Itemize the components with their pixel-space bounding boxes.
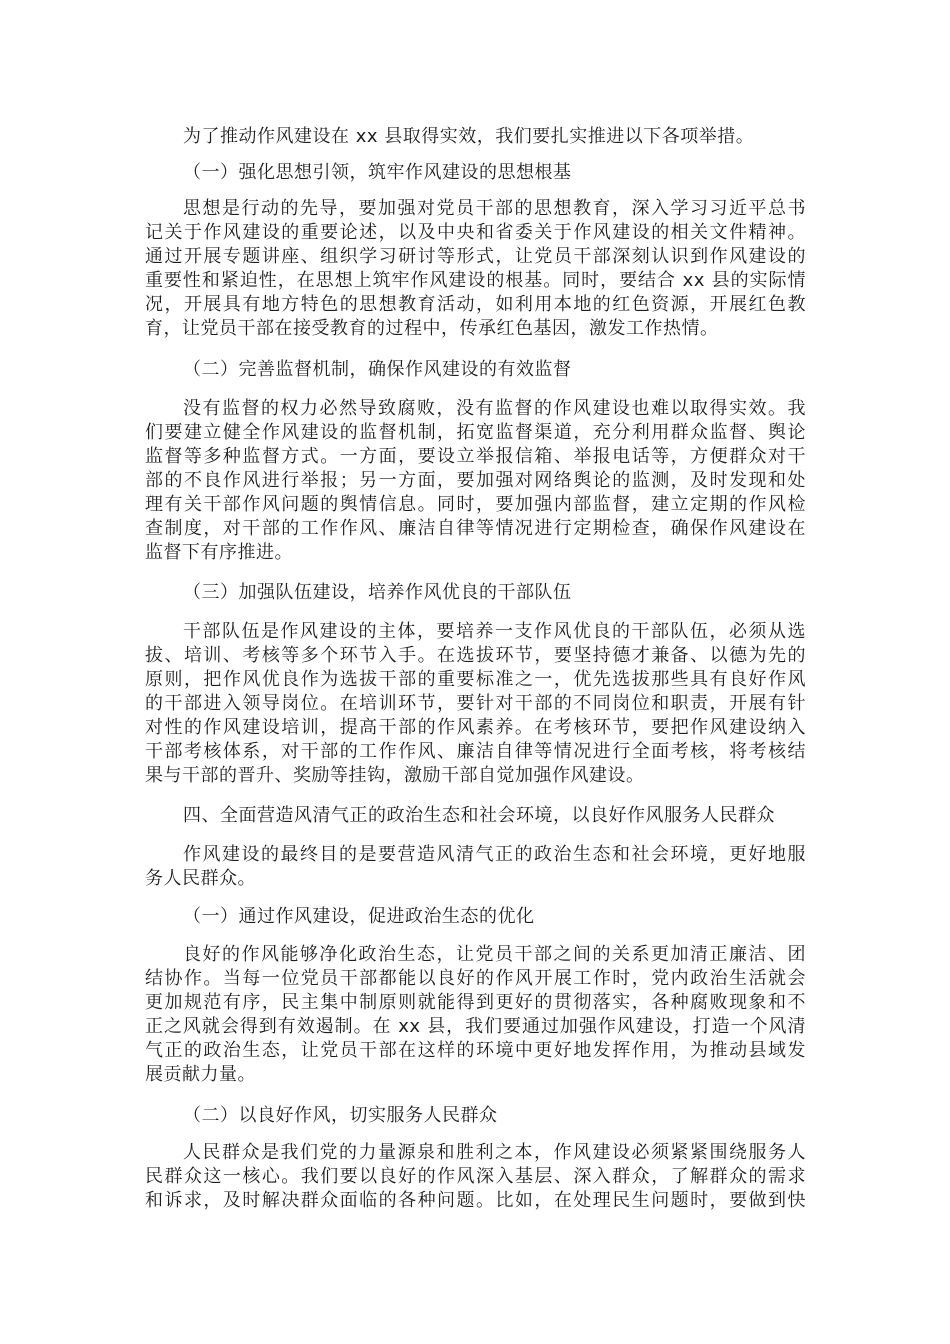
paragraph-line: 原则，把作风优良作为选拔干部的重要标准之一，优先选拔那些具有良好作风: [145, 669, 806, 690]
paragraph-line: 正之风就会得到有效遏制。在 xx 县，我们要通过加强作风建设，打造一个风清: [145, 1016, 806, 1037]
body-paragraph: [145, 943, 806, 1087]
section-heading: [145, 905, 806, 929]
paragraph-line: 记关于作风建设的重要论述，以及中央和省委关于作风建设的相关文件精神。: [145, 222, 806, 243]
body-paragraph: [145, 1141, 806, 1213]
paragraph-line: 和诉求，及时解决群众面临的各种问题。比如，在处理民生问题时，要做到快: [145, 1190, 806, 1211]
paragraph-line: 的干部进入领导岗位。在培训环节，要针对干部的不同岗位和职责，开展有针: [145, 693, 806, 714]
heading-text: （三）加强队伍建设，培养作风优良的干部队伍: [183, 582, 572, 603]
paragraph-line: 更加规范有序，民主集中制原则就能得到更好的贯彻落实，各种腐败现象和不: [145, 992, 806, 1013]
paragraph-line: 气正的政治生态，让党员干部在这样的环境中更好地发挥作用，为推动县域发: [145, 1040, 806, 1061]
paragraph-line: 人民群众是我们党的力量源泉和胜利之本，作风建设必须紧紧围绕服务人: [183, 1142, 806, 1163]
paragraph-line: 思想是行动的先导，要加强对党员干部的思想教育，深入学习习近平总书: [183, 198, 806, 219]
section-heading: [145, 358, 806, 382]
paragraph-line: 通过开展专题讲座、组织学习研讨等形式，让党员干部深刻认识到作风建设的: [145, 246, 806, 267]
paragraph-line: 良好的作风能够净化政治生态，让党员干部之间的关系更加清正廉洁、团: [183, 944, 806, 965]
section-heading: [145, 581, 806, 605]
paragraph-line: 果与干部的晋升、奖励等挂钩，激励干部自觉加强作风建设。: [145, 765, 645, 786]
chapter-heading: [145, 804, 806, 828]
heading-text: 四、全面营造风清气正的政治生态和社会环境，以良好作风服务人民群众: [183, 805, 775, 826]
paragraph-line: 务人民群众。: [145, 868, 256, 889]
heading-text: （一）通过作风建设，促进政治生态的优化: [183, 906, 535, 927]
paragraph-line: 结协作。当每一位党员干部都能以良好的作风开展工作时，党内政治生活就会: [145, 968, 806, 989]
body-paragraph: [145, 843, 806, 891]
paragraph-line: 们要建立健全作风建设的监督机制，拓宽监督渠道，充分利用群众监督、舆论: [145, 422, 806, 443]
paragraph-line: 育，让党员干部在接受教育的过程中，传承红色基因，激发工作热情。: [145, 318, 719, 339]
paragraph-line: 民群众这一核心。我们要以良好的作风深入基层、深入群众，了解群众的需求: [145, 1166, 806, 1187]
paragraph-line: 干部考核体系，对干部的工作作风、廉洁自律等情况进行全面考核，将考核结: [145, 741, 806, 762]
paragraph-line: 对性的作风建设培训，提高干部的作风素养。在考核环节，要把作风建设纳入: [145, 717, 806, 738]
heading-text: （一）强化思想引领，筑牢作风建设的思想根基: [183, 162, 572, 183]
intro-paragraph: [145, 125, 806, 149]
body-paragraph: [145, 620, 806, 788]
paragraph-line: 理有关干部作风问题的舆情信息。同时，要加强内部监督，建立定期的作风检: [145, 494, 806, 515]
paragraph-line: 没有监督的权力必然导致腐败，没有监督的作风建设也难以取得实效。我: [183, 398, 806, 419]
section-heading: [145, 161, 806, 185]
paragraph-line: 作风建设的最终目的是要营造风清气正的政治生态和社会环境，更好地服: [183, 844, 806, 865]
body-paragraph: [145, 397, 806, 565]
paragraph-line: 监督下有序推进。: [145, 542, 293, 563]
paragraph-line: 查制度，对干部的工作作风、廉洁自律等情况进行定期检查，确保作风建设在: [145, 518, 806, 539]
paragraph-line: 重要性和紧迫性，在思想上筑牢作风建设的根基。同时，要结合 xx 县的实际情: [145, 270, 806, 291]
paragraph-line: 干部队伍是作风建设的主体，要培养一支作风优良的干部队伍，必须从选: [183, 621, 806, 642]
section-heading: [145, 1104, 806, 1128]
paragraph-line: 拔、培训、考核等多个环节入手。在选拔环节，要坚持德才兼备、以德为先的: [145, 645, 806, 666]
heading-text: （二）完善监督机制，确保作风建设的有效监督: [183, 359, 572, 380]
paragraph-line: 监督等多种监督方式。一方面，要设立举报信箱、举报电话等，方便群众对干: [145, 446, 806, 467]
paragraph-line: 况，开展具有地方特色的思想教育活动，如利用本地的红色资源，开展红色教: [145, 294, 806, 315]
paragraph-line: 展贡献力量。: [145, 1064, 256, 1085]
body-paragraph: [145, 197, 806, 341]
paragraph-line: 为了推动作风建设在 xx 县取得实效，我们要扎实推进以下各项举措。: [183, 126, 755, 147]
paragraph-line: 部的不良作风进行举报；另一方面，要加强对网络舆论的监测，及时发现和处: [145, 470, 806, 491]
heading-text: （二）以良好作风，切实服务人民群众: [183, 1105, 498, 1126]
